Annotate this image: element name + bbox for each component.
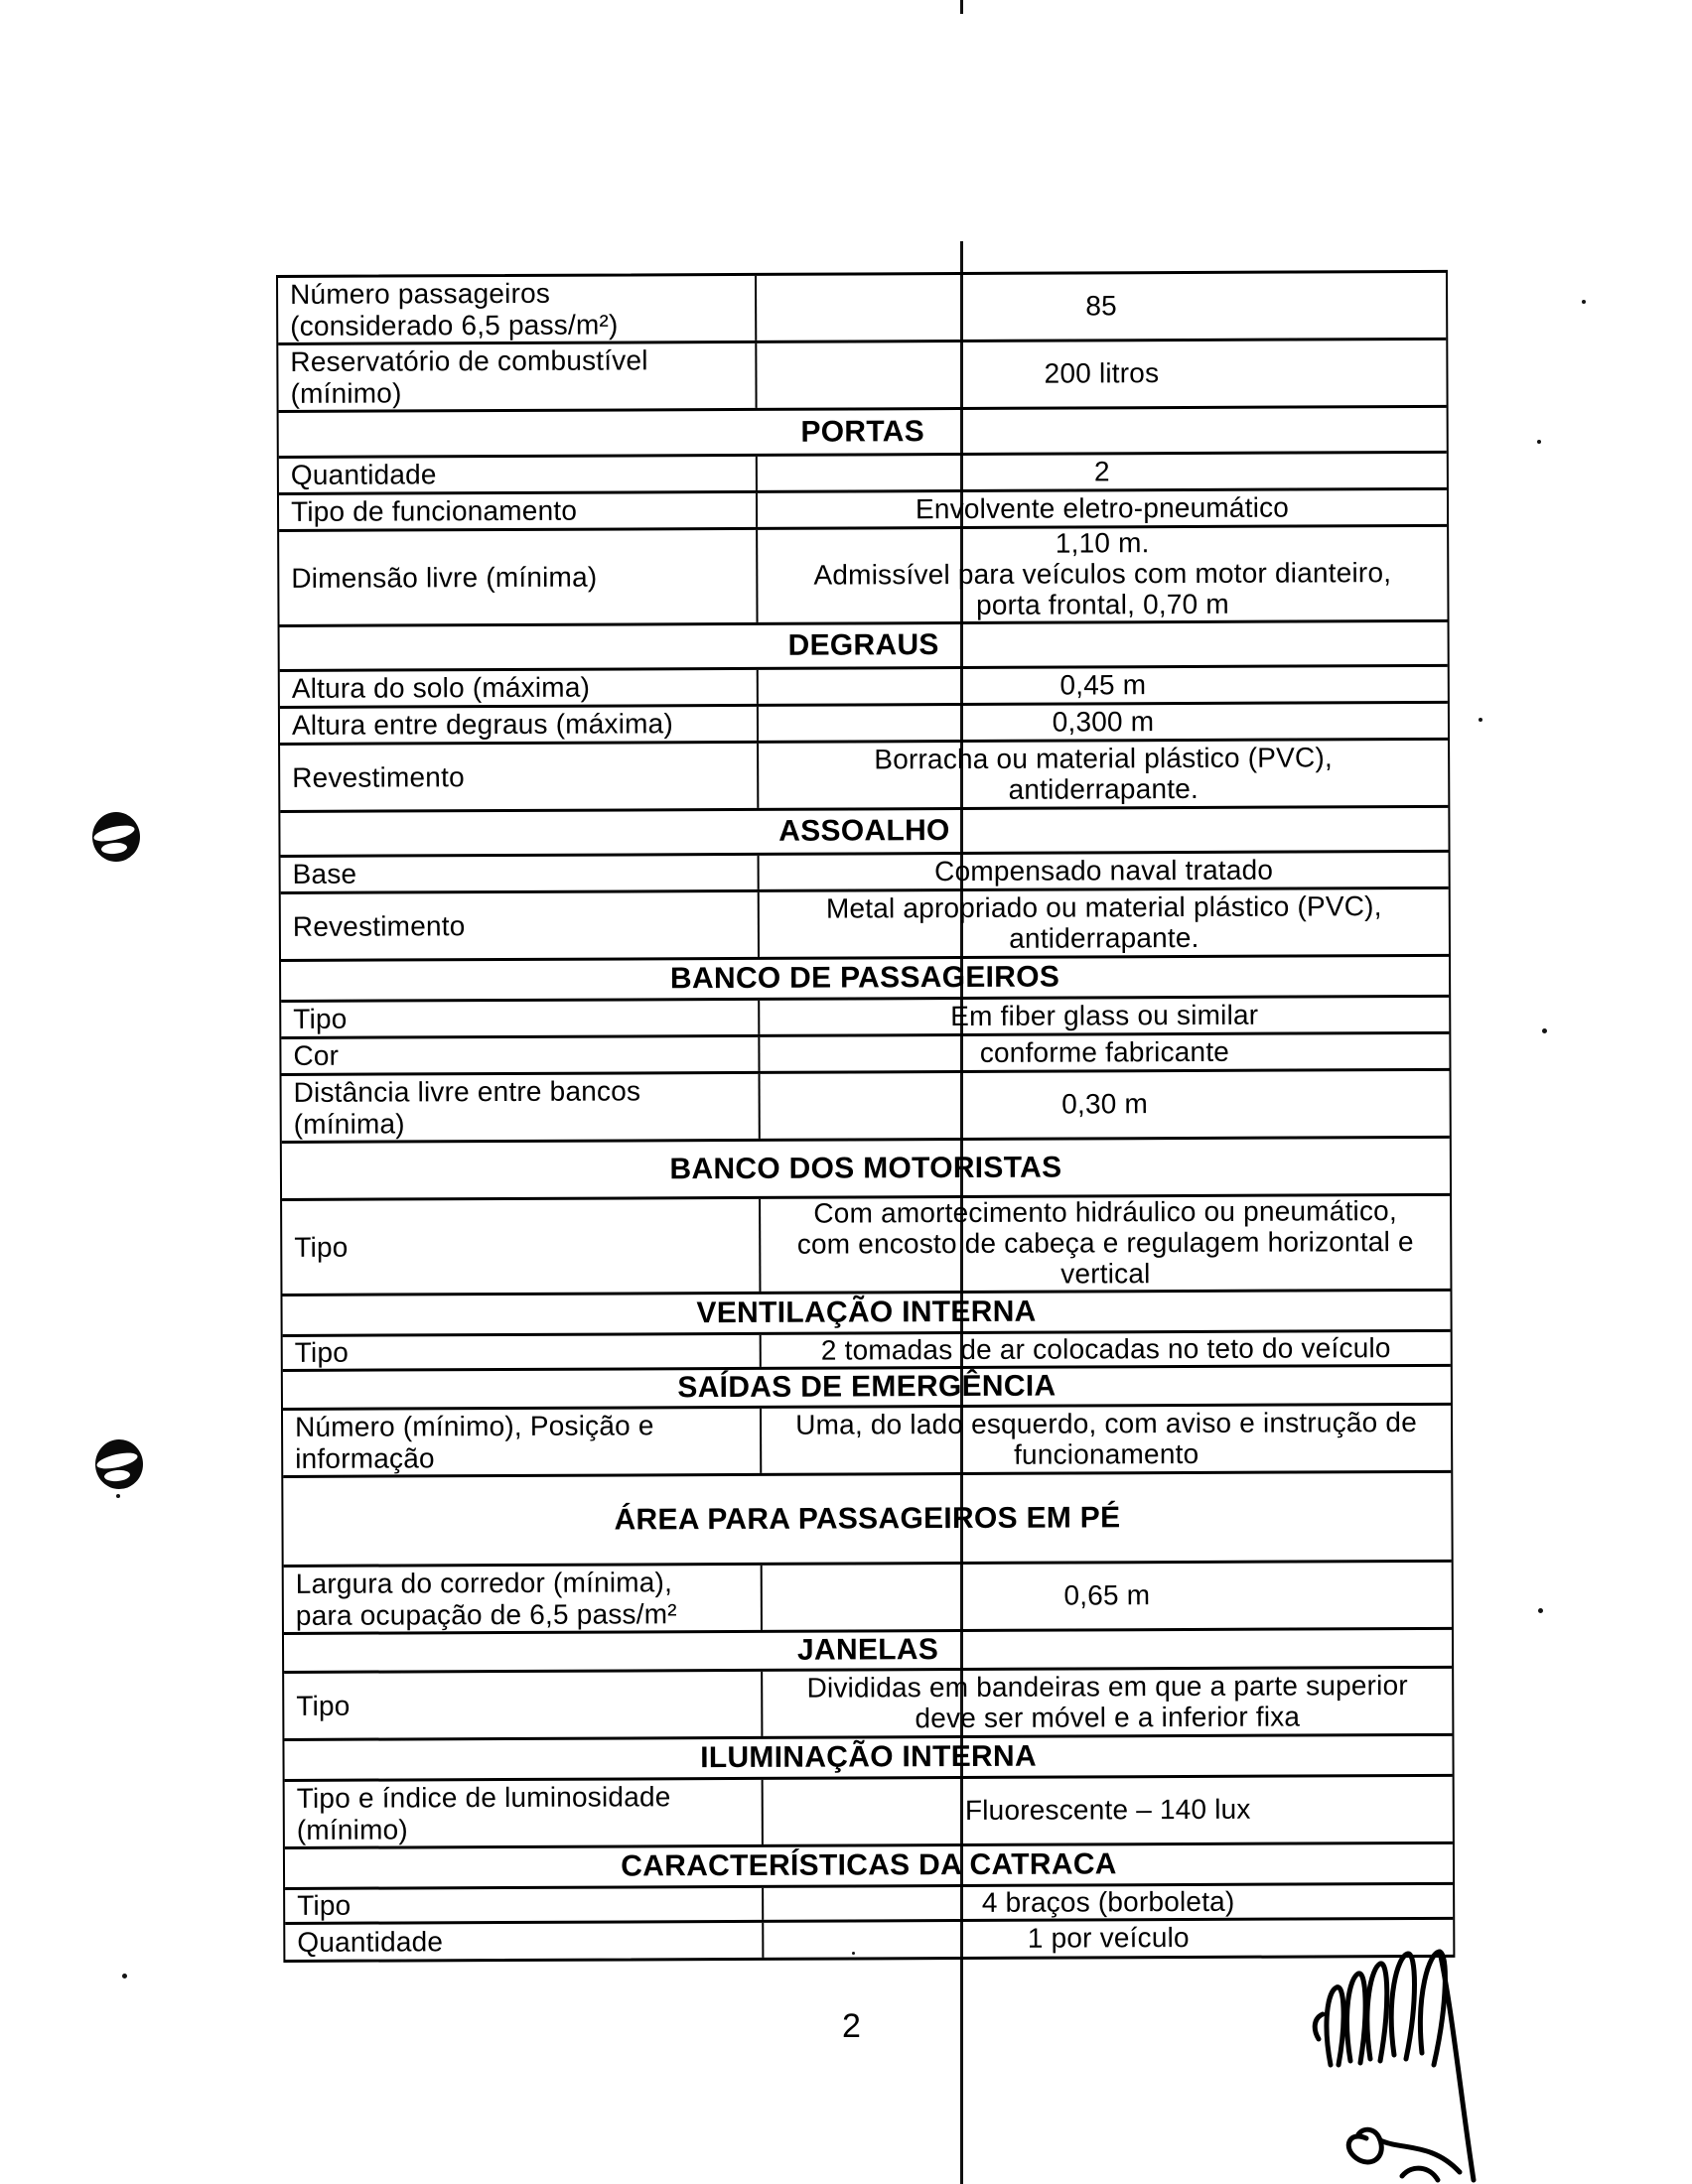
section-header: VENTILAÇÃO INTERNA bbox=[696, 1295, 1037, 1330]
table-row bbox=[284, 1563, 1452, 1635]
scan-speck bbox=[1582, 300, 1586, 304]
section-header: SAÍDAS DE EMERGÊNCIA bbox=[677, 1369, 1057, 1405]
table-row bbox=[278, 341, 1446, 413]
table-row bbox=[285, 1777, 1453, 1849]
punch-mark bbox=[92, 812, 140, 862]
spec-label: Distância livre entre bancos (mínima) bbox=[293, 1075, 641, 1140]
table-row bbox=[285, 1920, 1453, 1960]
spec-value: 0,30 m bbox=[759, 1071, 1450, 1139]
spec-value: 0,65 m bbox=[761, 1563, 1452, 1630]
spec-label: Altura entre degraus (máxima) bbox=[291, 708, 673, 742]
spec-label: Número (mínimo), Posição e informação bbox=[294, 1410, 654, 1474]
section-header-row bbox=[281, 957, 1449, 1003]
table-row bbox=[281, 889, 1449, 962]
spec-value: 4 braços (borboleta) bbox=[762, 1885, 1453, 1920]
table-row bbox=[282, 1196, 1450, 1297]
scan-fold-tick bbox=[960, 0, 963, 14]
section-header: ASSOALHO bbox=[778, 814, 950, 848]
spec-value: 2 tomadas de ar colocadas no teto do veículo bbox=[760, 1332, 1451, 1367]
spec-label: Quantidade bbox=[290, 459, 437, 491]
scan-speck bbox=[122, 1974, 127, 1979]
section-header-row bbox=[284, 1630, 1452, 1674]
table-row bbox=[284, 1669, 1452, 1741]
section-header-row bbox=[285, 1844, 1453, 1890]
scan-speck bbox=[1538, 1608, 1543, 1613]
spec-value: 0,300 m bbox=[757, 704, 1448, 741]
spec-label: Tipo bbox=[296, 1690, 351, 1721]
spec-label: Tipo bbox=[294, 1337, 350, 1369]
spec-value: 85 bbox=[755, 273, 1446, 341]
section-header: PORTAS bbox=[800, 414, 925, 449]
spec-value: 200 litros bbox=[755, 341, 1446, 408]
table-row bbox=[279, 527, 1447, 627]
spec-value: Compensado naval tratado bbox=[758, 853, 1449, 889]
spec-value: 1 por veículo bbox=[762, 1920, 1453, 1958]
spec-label: Tipo bbox=[297, 1890, 352, 1922]
scan-speck bbox=[852, 1952, 855, 1955]
spec-label: Número passageiros (considerado 6,5 pass/m²) bbox=[290, 277, 619, 341]
spec-label: Cor bbox=[293, 1040, 340, 1072]
spec-label: Dimensão livre (mínima) bbox=[291, 561, 598, 594]
section-header-row bbox=[280, 808, 1448, 858]
section-header: DEGRAUS bbox=[787, 628, 939, 662]
scan-speck bbox=[1542, 1028, 1547, 1033]
scan-speck bbox=[116, 1494, 120, 1498]
spec-table bbox=[276, 270, 1455, 1963]
spec-label: Base bbox=[292, 858, 357, 890]
spec-value: 1,10 m. Admissível para veículos com motor dianteiro, porta frontal, 0,70 m bbox=[756, 527, 1447, 622]
handwritten-signature bbox=[1283, 1944, 1491, 2184]
section-header: JANELAS bbox=[796, 1633, 939, 1667]
table-row bbox=[281, 1034, 1449, 1076]
table-row bbox=[283, 1406, 1451, 1478]
section-header-row bbox=[283, 1367, 1451, 1411]
table-row bbox=[281, 853, 1449, 894]
spec-value: Metal apropriado ou material plástico (PVC), antiderrapante. bbox=[758, 889, 1449, 957]
spec-value: Envolvente eletro-pneumático bbox=[756, 490, 1447, 527]
table-row bbox=[280, 741, 1448, 813]
section-header: CARACTERÍSTICAS DA CATRACA bbox=[621, 1847, 1117, 1883]
section-header-row bbox=[284, 1736, 1452, 1782]
spec-value: conforme fabricante bbox=[758, 1034, 1449, 1071]
section-header-row bbox=[279, 408, 1447, 459]
spec-value: 0,45 m bbox=[757, 667, 1448, 704]
spec-label: Tipo bbox=[293, 1004, 348, 1035]
punch-mark bbox=[95, 1439, 143, 1489]
section-header-row bbox=[283, 1473, 1451, 1568]
section-header-row bbox=[282, 1292, 1450, 1337]
table-row bbox=[279, 490, 1447, 532]
spec-label: Tipo bbox=[294, 1231, 349, 1263]
spec-label: Altura do solo (máxima) bbox=[291, 671, 591, 705]
spec-value: Uma, do lado esquerdo, com aviso e instrução de funcionamento bbox=[760, 1406, 1451, 1473]
table-row bbox=[285, 1885, 1453, 1925]
table-row bbox=[281, 998, 1449, 1039]
spec-value: 2 bbox=[756, 454, 1447, 490]
table-row bbox=[279, 454, 1447, 495]
section-header-row bbox=[280, 622, 1448, 672]
spec-label: Revestimento bbox=[292, 760, 465, 793]
spec-label: Largura do corredor (mínima), para ocupação de 6,5 pass/m² bbox=[295, 1567, 677, 1631]
table-row bbox=[282, 1071, 1450, 1144]
spec-value: Em fiber glass ou similar bbox=[758, 998, 1449, 1034]
spec-label: Tipo de funcionamento bbox=[290, 494, 578, 528]
spec-label: Revestimento bbox=[292, 909, 466, 942]
section-header: BANCO DOS MOTORISTAS bbox=[669, 1151, 1062, 1185]
spec-value: Com amortecimento hidráulico ou pneumático, com encosto de cabeça e regulagem horizontal e vertical bbox=[759, 1196, 1450, 1292]
spec-value: Fluorescente – 140 lux bbox=[762, 1777, 1453, 1844]
spec-value: Borracha ou material plástico (PVC), antiderrapante. bbox=[757, 741, 1448, 808]
table-row bbox=[283, 1332, 1451, 1372]
page-number: 2 bbox=[842, 2007, 862, 2045]
section-header: BANCO DE PASSAGEIROS bbox=[669, 960, 1060, 996]
scan-speck bbox=[1479, 718, 1482, 722]
scan-speck bbox=[1537, 440, 1541, 444]
table-row bbox=[280, 704, 1448, 746]
spec-label: Tipo e índice de luminosidade (mínimo) bbox=[296, 1781, 671, 1845]
table-row bbox=[280, 667, 1448, 709]
section-header: ÁREA PARA PASSAGEIROS EM PÉ bbox=[614, 1500, 1121, 1537]
section-header: ILUMINAÇÃO INTERNA bbox=[700, 1739, 1037, 1775]
section-header-row bbox=[282, 1139, 1450, 1201]
spec-value: Divididas em bandeiras em que a parte superior deve ser móvel e a inferior fixa bbox=[761, 1669, 1452, 1736]
table-row bbox=[278, 273, 1446, 345]
spec-label: Reservatório de combustível (mínimo) bbox=[290, 344, 648, 409]
spec-label: Quantidade bbox=[297, 1926, 444, 1958]
